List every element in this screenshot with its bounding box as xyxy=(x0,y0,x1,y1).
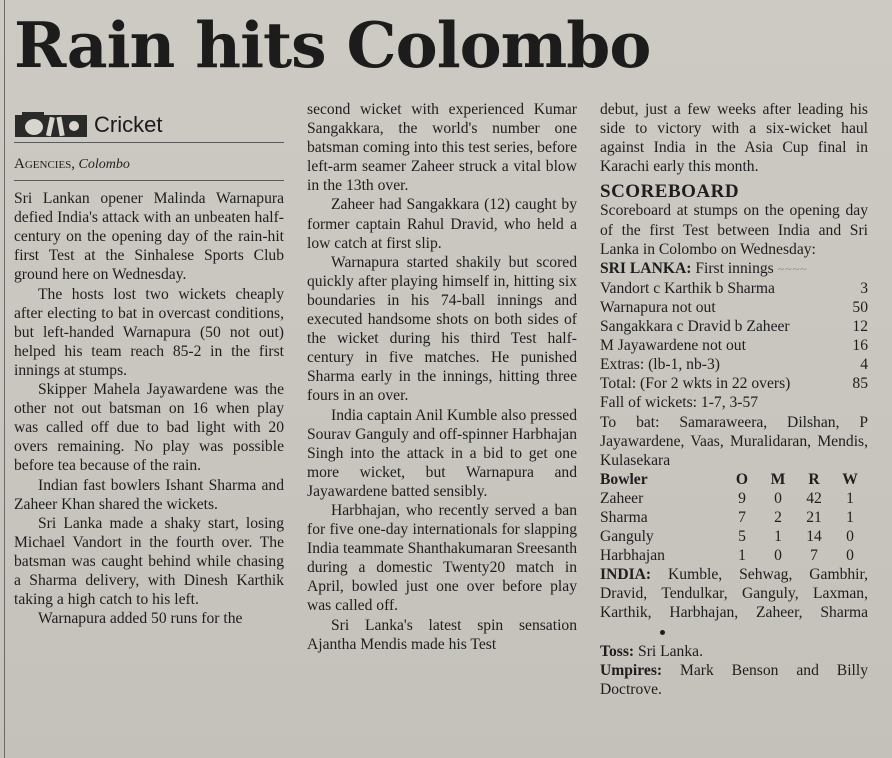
bowler-name: Zaheer xyxy=(600,489,644,507)
paragraph: India captain Anil Kumble also pressed Sourav Ganguly and off-spinner Harbhajan Singh into the attack in a bid to get one more wicket, but Warnapura and Jayawardene batted sensibly. xyxy=(307,406,577,500)
bowling-table xyxy=(600,470,868,565)
batsman: Vandort c Karthik b Sharma xyxy=(600,279,775,297)
scoreboard-title: SCOREBOARD xyxy=(600,181,740,203)
wickets-header: W xyxy=(842,470,858,488)
india-players: Kumble, Sehwag, Gambhir, Dravid, Tendulkar, Ganguly, Laxman, Karthik, Harbhajan, Zaheer, Sharma xyxy=(600,566,868,622)
overs: 5 xyxy=(738,528,746,546)
umpires-label: Umpires: xyxy=(600,661,663,679)
bowler-name: Ganguly xyxy=(600,528,654,546)
article-column-3 xyxy=(600,100,868,699)
runs-header: R xyxy=(808,470,820,488)
india-squad xyxy=(600,565,868,641)
paragraph: Sri Lankan opener Malinda Warnapura defied India's attack with an unbeaten half-century on the opening day of the rain-hit first Test at the Sinhalese Sports Club ground here on Wednesday. xyxy=(14,190,284,284)
runs: 42 xyxy=(806,489,822,507)
wickets: 0 xyxy=(846,528,854,546)
paragraph: Skipper Mahela Jayawardene was the other not out batsman on 16 when play was called off due to bad light with 20 overs remaining. No play was possible before tea because of the rain. xyxy=(14,381,284,475)
total-row xyxy=(600,374,868,393)
batsman: Warnapura not out xyxy=(600,298,716,316)
innings-label: First innings xyxy=(695,259,774,277)
runs: 21 xyxy=(806,508,822,526)
paragraph: Indian fast bowlers Ishant Sharma and Zaheer Khan shared the wickets. xyxy=(14,476,284,513)
section-label: Cricket xyxy=(94,112,163,138)
extras-label: Extras: (lb-1, nb-3) xyxy=(600,356,720,374)
paragraph: Harbhajan, who recently served a ban for five one-day internationals for slapping India teammate Shanthakumaran Sreesanth during a domestic Twenty20 match in April, bowled just one over before play was called off. xyxy=(307,501,577,615)
india-label: INDIA: xyxy=(600,566,652,584)
byline xyxy=(14,151,284,181)
batting-row xyxy=(600,336,868,355)
pen-scribble: ~~~~ xyxy=(777,261,808,276)
paragraph: Sri Lanka made a shaky start, losing Michael Vandort in the fourth over. The batsman was caught behind while chasing a Sharma delivery, with Dinesh Karthik taking a high catch to his left. xyxy=(14,514,284,609)
paragraph: debut, just a few weeks after leading his side to victory with a six-wicket haul against India in the Asia Cup final in Karachi early this month. xyxy=(600,101,868,176)
bowler-name: Harbhajan xyxy=(600,547,665,565)
batsman: M Jayawardene not out xyxy=(600,337,746,355)
section-header xyxy=(14,108,284,143)
bowler-header: Bowler xyxy=(600,470,648,488)
batting-row xyxy=(600,279,868,298)
batting-row xyxy=(600,298,868,317)
bowling-row xyxy=(600,546,868,565)
team-label: SRI LANKA: xyxy=(600,259,692,277)
byline-place: Colombo xyxy=(78,157,130,172)
maidens: 2 xyxy=(774,508,782,526)
scoreboard xyxy=(600,182,868,699)
bowler-name: Sharma xyxy=(600,508,648,526)
scoreboard-intro: Scoreboard at stumps on the opening day of the first Test between India and Sri Lanka in Colombo on Wednesday: xyxy=(600,202,868,258)
paragraph: second wicket with experienced Kumar Sangakkara, the world's number one batsman coming into this test series, before left-arm seamer Zaheer struck a vital blow in the 13th over. xyxy=(307,101,577,195)
maidens: 0 xyxy=(774,489,782,507)
runs: 14 xyxy=(806,528,822,546)
extras-row xyxy=(600,355,868,374)
bowling-header-row xyxy=(600,470,868,489)
maidens-header: M xyxy=(770,470,786,488)
paragraph: The hosts lost two wickets cheaply after electing to bat in overcast conditions, but left-handed Warnapura (50 not out) helped his team reach 85-2 in the first innings at stumps. xyxy=(14,285,284,379)
wickets: 1 xyxy=(846,508,854,526)
byline-agency: Agencies, xyxy=(14,156,76,172)
total-runs: 85 xyxy=(852,375,868,393)
runs: 16 xyxy=(852,337,868,355)
fall-of-wickets: Fall of wickets: 1-7, 3-57 xyxy=(600,394,759,412)
wickets: 1 xyxy=(846,489,854,507)
bowling-row xyxy=(600,527,868,546)
runs: 7 xyxy=(810,547,818,565)
toss-label: Toss: xyxy=(600,642,635,660)
toss-value: Sri Lanka. xyxy=(638,642,703,660)
batsman: Sangakkara c Dravid b Zaheer xyxy=(600,318,790,336)
overs-header: O xyxy=(735,470,749,488)
maidens: 1 xyxy=(774,528,782,546)
overs: 1 xyxy=(738,547,746,565)
batting-row xyxy=(600,317,868,336)
headline: Rain hits Colombo xyxy=(14,8,651,82)
umpires-value: Mark Benson and Billy Doctrove. xyxy=(600,661,868,698)
article-column-1 xyxy=(14,108,284,628)
article-column-2 xyxy=(307,100,577,654)
total-label: Total: (For 2 wkts in 22 overs) xyxy=(600,375,791,393)
overs: 9 xyxy=(738,489,746,507)
column-rule xyxy=(4,0,5,758)
paragraph: Warnapura started shakily but scored quickly after playing himself in, hitting six boundaries in his 74-ball innings and executed handsome shots on both sides of the wicket during his third Test half-century in five matches. He punished Sharma early in the innings, hitting three fours in an over. xyxy=(307,253,577,405)
to-bat: To bat: Samaraweera, Dilshan, P Jayawardene, Vaas, Muralidaran, Mendis, Kulasekara xyxy=(600,413,868,469)
extras-runs: 4 xyxy=(860,356,868,374)
paragraph: Sri Lanka's latest spin sensation Ajantha Mendis made his Test xyxy=(307,616,577,653)
bowling-row xyxy=(600,489,868,508)
runs: 12 xyxy=(852,318,868,336)
paragraph: Zaheer had Sangakkara (12) caught by former captain Rahul Dravid, who held a low catch at first slip. xyxy=(307,196,577,252)
ink-dot xyxy=(660,630,665,635)
wickets: 0 xyxy=(846,547,854,565)
overs: 7 xyxy=(738,508,746,526)
runs: 50 xyxy=(852,298,868,316)
umpires xyxy=(600,661,868,699)
paragraph: Warnapura added 50 runs for the xyxy=(38,610,243,628)
runs: 3 xyxy=(860,279,868,297)
toss xyxy=(600,642,868,661)
team-heading xyxy=(600,259,868,279)
cricket-bat-ball-icon xyxy=(14,112,88,138)
maidens: 0 xyxy=(774,547,782,565)
bowling-row xyxy=(600,508,868,527)
